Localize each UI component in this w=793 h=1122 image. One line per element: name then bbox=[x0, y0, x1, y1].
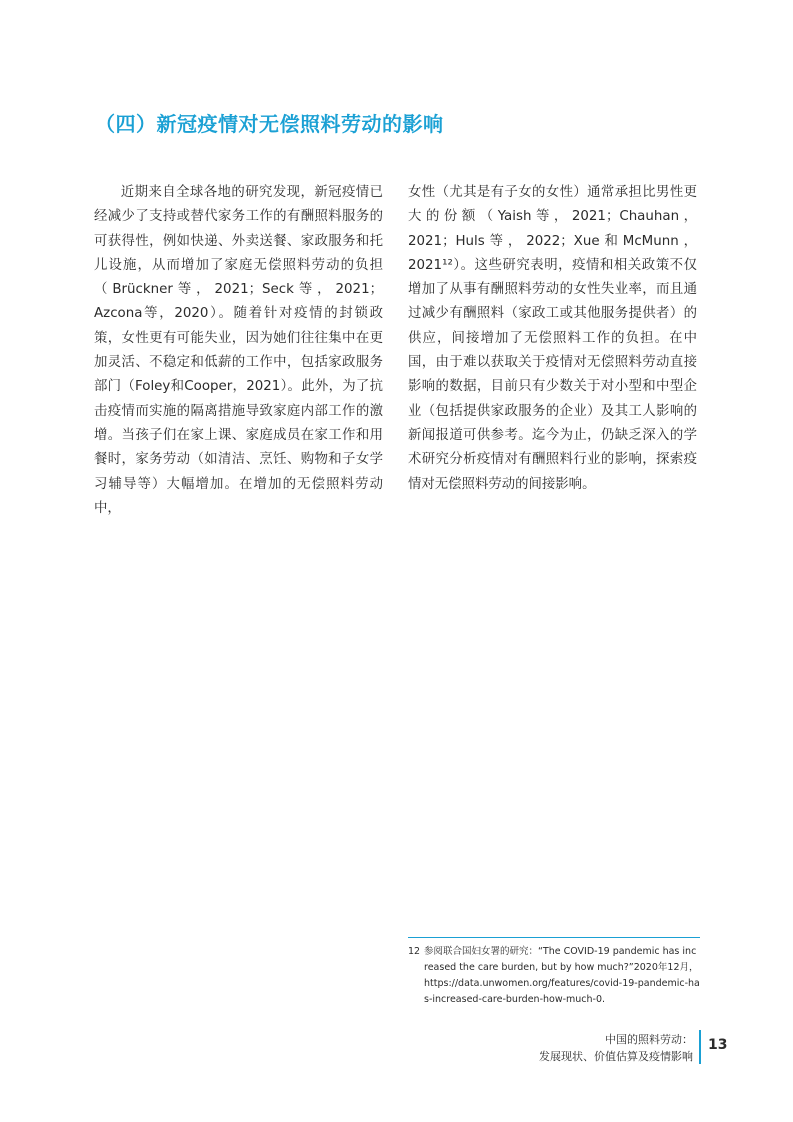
section-heading: （四）新冠疫情对无偿照料劳动的影响 bbox=[95, 112, 444, 136]
body-column-left bbox=[94, 181, 383, 521]
footnote-text: 参阅联合国妇女署的研究：“The COVID-19 pandemic has increased the care burden, but by how much?”2020年12月，https://data.unwomen.org/features/covid-19-pandemic-has-increased-care-burden-how-much-0. bbox=[424, 946, 700, 1005]
footer-title-line1: 中国的照料劳动： bbox=[605, 1033, 693, 1046]
body-column-right bbox=[408, 181, 697, 497]
footer-title-line2: 发展现状、价值估算及疫情影响 bbox=[539, 1050, 693, 1063]
footnote-number: 12 bbox=[408, 946, 421, 957]
body-paragraph: 近期来自全球各地的研究发现，新冠疫情已经减少了支持或替代家务工作的有酬照料服务的可获得性，例如快递、外卖送餐、家政服务和托儿设施，从而增加了家庭无偿照料劳动的负担（Brückner等，2021；Seck等，2021；Azcona等，2020）。随着针对疫情的封锁政策，女性更有可能失业，因为她们往往集中在更加灵活、不稳定和低薪的工作中，包括家政服务部门（Foley和Cooper，2021）。此外，为了抗击疫情而实施的隔离措施导致家庭内部工作的激增。当孩子们在家上课、家庭成员在家工作和用餐时，家务劳动（如清洁、烹饪、购物和子女学习辅导等）大幅增加。在增加的无偿照料劳动中， bbox=[94, 185, 383, 516]
body-paragraph-continued: 女性（尤其是有子女的女性）通常承担比男性更大的份额（Yaish等，2021；Chauhan，2021；Huls等，2022；Xue和McMunn，2021¹²）。这些研究表明，疫情和相关政策不仅增加了从事有酬照料劳动的女性失业率，而且通过减少有酬照料（家政工或其他服务提供者）的供应，间接增加了无偿照料工作的负担。在中国，由于难以获取关于疫情对无偿照料劳动直接影响的数据，目前只有少数关于对小型和中型企业（包括提供家政服务的企业）及其工人影响的新闻报道可供参考。迄今为止，仍缺乏深入的学术研究分析疫情对有酬照料行业的影响，探索疫情对无偿照料劳动的间接影响。 bbox=[408, 185, 697, 492]
footnote-divider bbox=[408, 937, 700, 938]
page-number: 13 bbox=[708, 1037, 728, 1053]
footnote bbox=[408, 944, 700, 1008]
running-footer bbox=[539, 1031, 693, 1065]
footer-divider bbox=[699, 1030, 701, 1064]
